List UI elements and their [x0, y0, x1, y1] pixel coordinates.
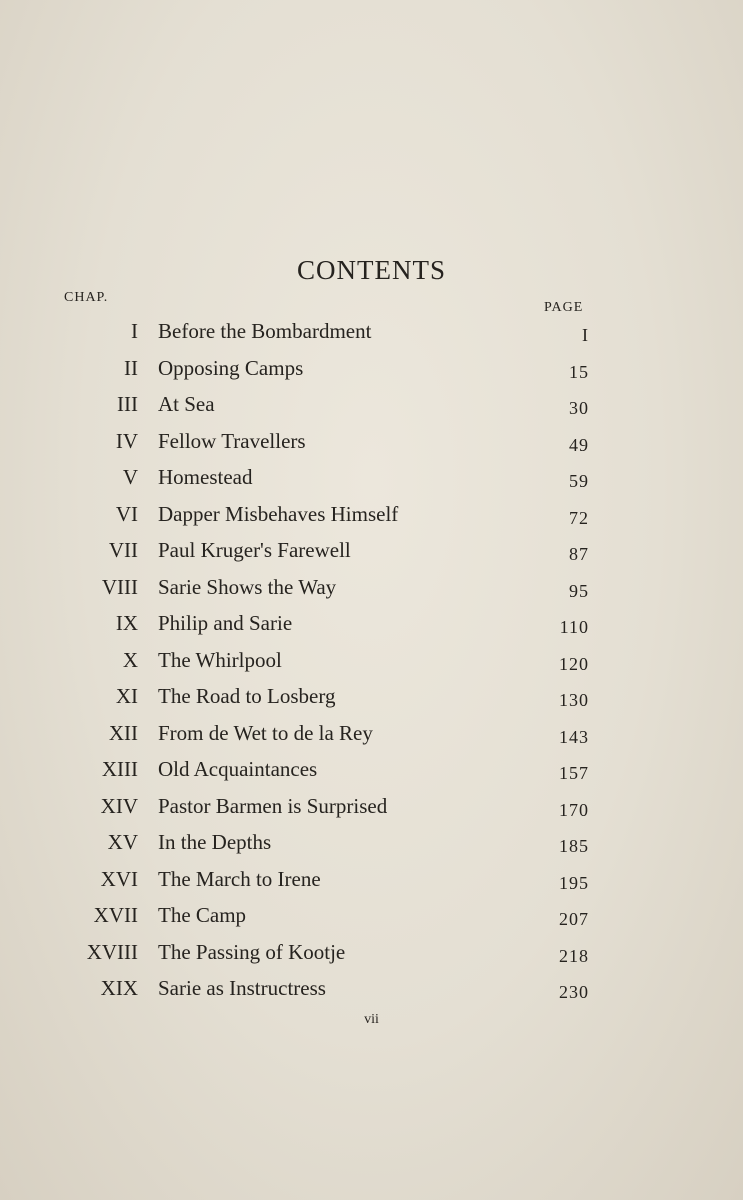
contents-entry: [0, 606, 743, 643]
contents-list: [0, 314, 743, 1008]
chapter-number: I: [131, 319, 138, 343]
chapter-number: XIII: [101, 757, 138, 781]
chapter-page: 170: [559, 799, 589, 820]
chapter-page: 218: [559, 945, 589, 966]
chapter-page: 230: [559, 982, 589, 1002]
chapter-page: I: [582, 325, 589, 345]
contents-entry: [0, 789, 743, 826]
chap-column-label: CHAP.: [64, 290, 109, 305]
chapter-page: 185: [559, 836, 589, 856]
chapter-number: XVII: [93, 903, 138, 927]
chapter-title: Sarie Shows the Way: [158, 574, 337, 599]
chapter-number: III: [117, 392, 138, 416]
contents-entry: [0, 424, 743, 461]
chapter-title: The Passing of Kootje: [158, 939, 346, 964]
chapter-title: Dapper Misbehaves Himself: [158, 501, 399, 526]
chapter-title: Philip and Sarie: [158, 611, 293, 635]
chapter-title: The Camp: [158, 903, 247, 927]
contents-entry: [0, 643, 743, 680]
contents-entry: [0, 351, 743, 388]
chapter-title: Paul Kruger's Farewell: [158, 538, 351, 562]
chapter-page: 30: [569, 398, 589, 418]
chapter-number: XII: [108, 720, 138, 745]
chapter-page: 15: [569, 361, 589, 382]
contents-entry: [0, 570, 743, 607]
chapter-number: VII: [108, 538, 138, 562]
contents-entry: [0, 460, 743, 497]
chapter-page: 72: [569, 507, 589, 528]
chapter-page: 95: [569, 580, 589, 601]
chapter-number: IX: [115, 611, 138, 635]
chapter-page: 110: [559, 617, 589, 637]
chapter-number: II: [124, 355, 138, 380]
chapter-page: 195: [559, 872, 589, 893]
chapter-title: The Road to Losberg: [158, 684, 336, 708]
chapter-page: 207: [559, 909, 589, 929]
chapter-title: In the Depths: [158, 830, 272, 854]
contents-entry: [0, 679, 743, 716]
chapter-number: VI: [115, 501, 138, 526]
contents-entry: [0, 825, 743, 862]
chapter-page: 120: [559, 653, 589, 674]
page-folio: vii: [364, 1012, 379, 1027]
contents-entry: [0, 533, 743, 570]
chapter-title: From de Wet to de la Rey: [158, 720, 373, 745]
chapter-page: 59: [569, 471, 589, 491]
contents-entry: [0, 387, 743, 424]
chapter-number: V: [122, 465, 138, 489]
chapter-title: Pastor Barmen is Surprised: [158, 793, 388, 818]
contents-entry: [0, 716, 743, 753]
contents-entry: [0, 935, 743, 972]
chapter-title: Old Acquaintances: [158, 757, 318, 781]
chapter-title: At Sea: [158, 392, 215, 416]
page-title: CONTENTS: [297, 255, 446, 285]
chapter-page: 130: [559, 690, 589, 710]
chapter-number: XIV: [100, 793, 138, 818]
page-column-label: PAGE: [544, 300, 584, 315]
chapter-title: The March to Irene: [158, 866, 321, 891]
contents-entry: [0, 752, 743, 789]
chapter-number: XI: [115, 684, 138, 708]
contents-entry: [0, 898, 743, 935]
chapter-number: VIII: [101, 574, 138, 599]
chapter-title: The Whirlpool: [158, 647, 282, 672]
chapter-page: 49: [569, 434, 589, 455]
contents-entry: [0, 314, 743, 351]
chapter-number: XVIII: [86, 939, 138, 964]
contents-entry: [0, 497, 743, 534]
chapter-title: Before the Bombardment: [158, 319, 372, 343]
chapter-page: 87: [569, 544, 589, 564]
chapter-page: 143: [559, 726, 589, 747]
contents-entry: [0, 862, 743, 899]
chapter-page: 157: [559, 763, 589, 783]
chapter-title: Sarie as Instructress: [158, 976, 326, 1000]
chapter-number: XV: [107, 830, 138, 854]
contents-entry: [0, 971, 743, 1008]
chapter-title: Homestead: [158, 465, 253, 489]
chapter-number: XVI: [100, 866, 138, 891]
chapter-number: IV: [115, 428, 138, 453]
chapter-number: X: [122, 647, 138, 672]
chapter-title: Fellow Travellers: [158, 428, 306, 453]
chapter-number: XIX: [100, 976, 138, 1000]
chapter-title: Opposing Camps: [158, 355, 304, 380]
